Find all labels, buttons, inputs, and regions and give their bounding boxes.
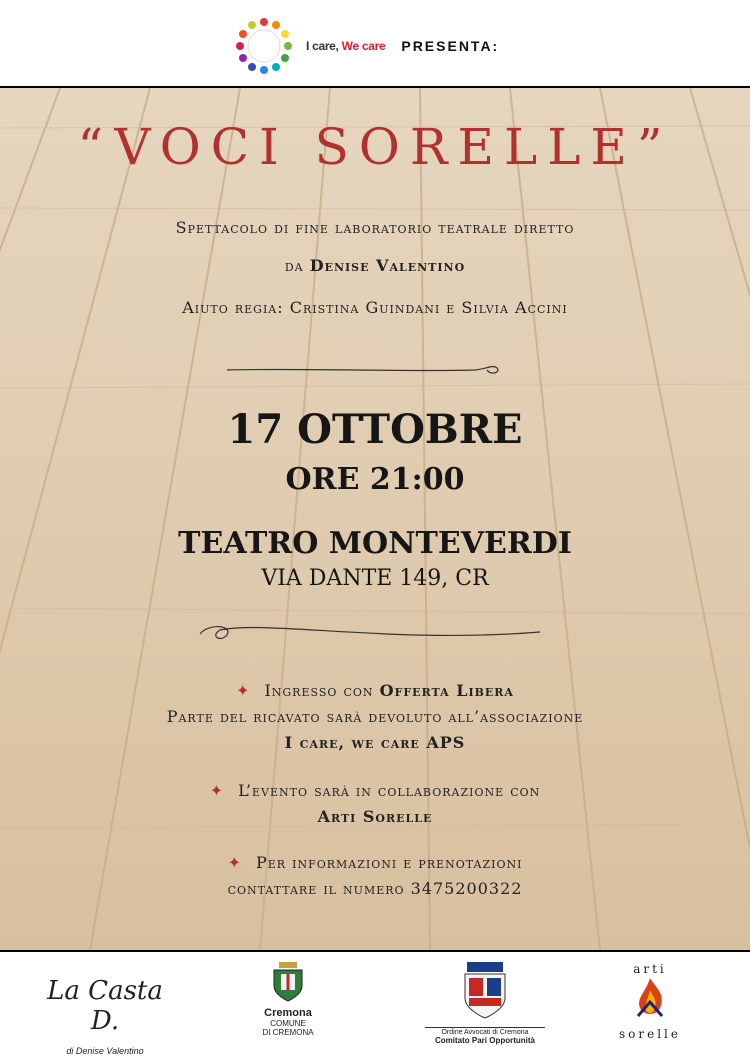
- assistant-direction: Aiuto regia: Cristina Guindani e Silvia Accini: [182, 298, 568, 317]
- poster-title: “VOCI SORELLE”: [77, 118, 673, 176]
- note-contact: [0, 850, 750, 902]
- logo-ordine-avvocati: [425, 962, 545, 1045]
- poster-content: [0, 88, 750, 950]
- note-entry-bold: Offerta Libera: [379, 681, 514, 700]
- logo-cremona-title: Cremona: [264, 1007, 312, 1019]
- note-entry-association: I care, we care APS: [284, 733, 466, 752]
- brand-name: [306, 39, 385, 53]
- logo-la-casta: [40, 962, 170, 1056]
- logo-cremona-sub2: DI CREMONA: [262, 1028, 314, 1037]
- logo-ordine-line2: Comitato Pari Opportunità: [435, 1036, 535, 1045]
- note-collab-partner: Arti Sorelle: [317, 807, 433, 826]
- intro-line-1: Spettacolo di fine laboratorio teatrale diretto: [175, 218, 575, 237]
- cremona-coat-of-arms-icon: [271, 962, 305, 1002]
- intro-line-2: [0, 256, 750, 275]
- divider-flourish-icon: [225, 358, 525, 380]
- star-bullet-icon: ✦: [209, 781, 225, 800]
- event-time: ORE 21:00: [285, 462, 465, 497]
- logo-arti-top: arti: [633, 962, 667, 976]
- note-entry: [0, 678, 750, 756]
- logo-cremona-sub1: COMUNE: [270, 1019, 306, 1028]
- logo-arti-sorelle: [610, 962, 690, 1041]
- note-collab-line1: L’evento sarà in collaborazione con: [238, 781, 541, 800]
- wood-floor-background: [0, 88, 750, 950]
- note-contact-line1: Per informazioni e prenotazioni: [255, 853, 523, 872]
- logo-la-casta-sub: di Denise Valentino: [66, 1046, 144, 1056]
- event-address: VIA DANTE 149, CR: [261, 566, 489, 591]
- event-venue: TEATRO MONTEVERDI: [178, 526, 572, 561]
- star-bullet-icon: ✦: [236, 681, 251, 700]
- people-ring-logo-icon: [232, 14, 296, 78]
- logo-ordine-line1: Ordine Avvocati di Cremona: [425, 1027, 545, 1036]
- ordine-avvocati-crest-icon: [457, 962, 513, 1022]
- logo-arti-bottom: sorelle: [619, 1027, 681, 1041]
- note-entry-line2: Parte del ricavato sarà devoluto all’associazione: [166, 707, 584, 726]
- director-name: Denise Valentino: [309, 256, 466, 275]
- note-entry-prefix: Ingresso con: [264, 681, 374, 700]
- brand-we-care: We care: [341, 39, 386, 53]
- header: [0, 0, 750, 88]
- star-bullet-icon: ✦: [227, 853, 242, 872]
- intro-da: da: [284, 256, 304, 275]
- header-brand: [232, 14, 499, 78]
- note-collaboration: [0, 778, 750, 830]
- brand-i-care: I care,: [306, 39, 339, 53]
- presenta-label: PRESENTA:: [401, 38, 500, 54]
- flame-figure-icon: [630, 976, 670, 1022]
- divider-swirl-icon: [190, 616, 550, 646]
- footer-logos: [0, 950, 750, 1061]
- note-contact-phone: contattare il numero 3475200322: [227, 879, 523, 898]
- logo-comune-cremona: [248, 962, 328, 1037]
- logo-la-casta-title: La Casta D.: [47, 976, 163, 1036]
- event-date: 17 OTTOBRE: [227, 406, 523, 453]
